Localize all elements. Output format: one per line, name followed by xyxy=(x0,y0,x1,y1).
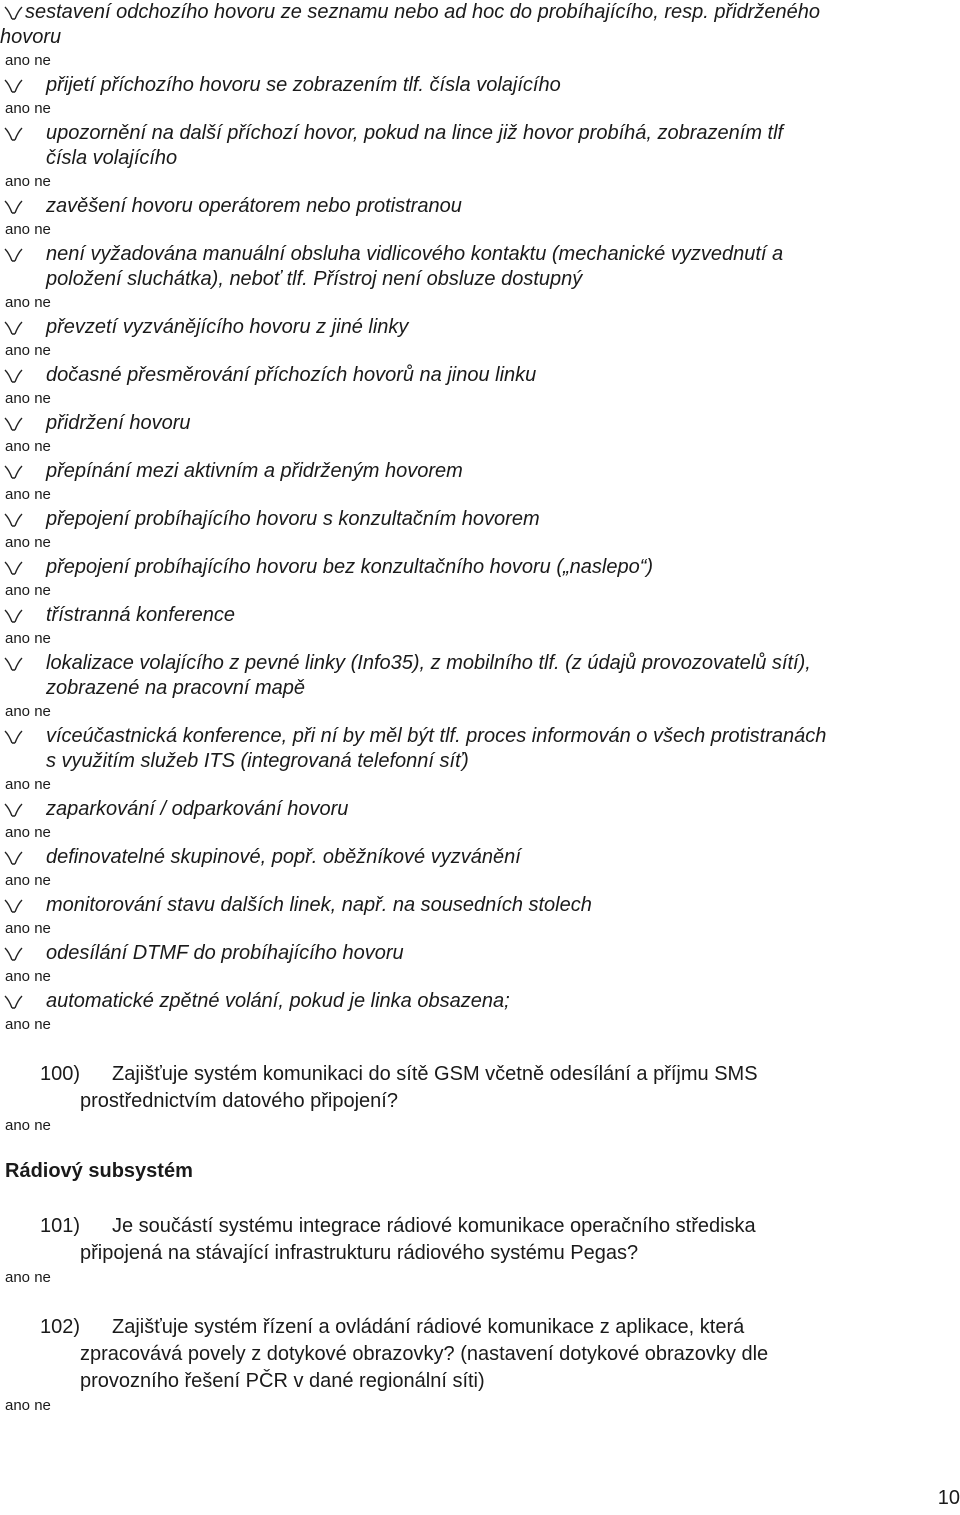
answer-options[interactable]: ano ne xyxy=(5,1269,51,1286)
question-text: Je součástí systému integrace rádiové komunikace operačního střediska xyxy=(112,1215,756,1237)
checkbox-bullet-icon xyxy=(3,199,25,215)
feature-text xyxy=(0,797,960,822)
feature-text xyxy=(0,315,960,340)
answer-options[interactable]: ano ne xyxy=(5,100,51,117)
answer-options[interactable]: ano ne xyxy=(5,703,51,720)
checkbox-bullet-icon xyxy=(3,320,25,336)
feature-text-line: lokalizace volajícího z pevné linky (Info35), z mobilního tlf. (z údajů provozovatelů sítí), xyxy=(46,652,811,674)
feature-item xyxy=(0,459,960,505)
checkbox-bullet-icon xyxy=(3,994,25,1010)
feature-text-line: převzetí vyzvánějícího hovoru z jiné linky xyxy=(46,316,409,338)
checkbox-bullet-icon xyxy=(3,656,25,672)
checkbox-bullet-icon xyxy=(3,78,25,94)
question-text: Zajišťuje systém komunikaci do sítě GSM včetně odesílání a příjmu SMS xyxy=(112,1063,758,1085)
checkbox-bullet-icon xyxy=(3,560,25,576)
checkbox-bullet-icon xyxy=(3,946,25,962)
checkbox-bullet-icon xyxy=(3,247,25,263)
checkbox-bullet[interactable] xyxy=(0,315,46,340)
answer-options[interactable]: ano ne xyxy=(5,52,51,69)
answer-options[interactable]: ano ne xyxy=(5,920,51,937)
answer-options[interactable]: ano ne xyxy=(5,173,51,190)
section-title: Rádiový subsystém xyxy=(5,1160,193,1182)
checkbox-bullet[interactable] xyxy=(0,555,46,580)
checkbox-bullet[interactable] xyxy=(0,363,46,388)
feature-text-line: upozornění na další příchozí hovor, pokud na lince již hovor probíhá, zobrazením tlf xyxy=(46,122,784,144)
answer-options[interactable]: ano ne xyxy=(5,582,51,599)
checkbox-bullet[interactable] xyxy=(0,242,46,267)
feature-text-line: není vyžadována manuální obsluha vidlicového kontaktu (mechanické vyzvednutí a xyxy=(46,243,784,265)
checkbox-bullet[interactable] xyxy=(0,797,46,822)
feature-text xyxy=(0,121,960,171)
question-text-continued: zpracovává povely z dotykové obrazovky? (nastavení dotykové obrazovky dle xyxy=(80,1343,769,1365)
checkbox-bullet[interactable] xyxy=(0,411,46,436)
feature-text xyxy=(0,555,960,580)
question-text: Zajišťuje systém řízení a ovládání rádiové komunikace z aplikace, která xyxy=(112,1316,745,1338)
answer-options[interactable]: ano ne xyxy=(5,221,51,238)
checkbox-bullet[interactable] xyxy=(0,989,46,1014)
checkbox-bullet-icon xyxy=(3,608,25,624)
answer-options[interactable]: ano ne xyxy=(5,438,51,455)
feature-item xyxy=(0,194,960,240)
feature-text xyxy=(0,363,960,388)
feature-item xyxy=(0,845,960,891)
feature-text-line: přepojení probíhajícího hovoru s konzultačním hovorem xyxy=(46,508,540,530)
feature-text xyxy=(0,845,960,870)
answer-options[interactable]: ano ne xyxy=(5,1016,51,1033)
feature-text xyxy=(0,603,960,628)
feature-item xyxy=(0,555,960,601)
feature-text-line: čísla volajícího xyxy=(46,147,178,169)
checkbox-bullet-icon xyxy=(3,898,25,914)
answer-options[interactable]: ano ne xyxy=(5,872,51,889)
answer-options[interactable]: ano ne xyxy=(5,534,51,551)
feature-text-line: přijetí příchozího hovoru se zobrazením tlf. čísla volajícího xyxy=(46,74,561,96)
feature-item xyxy=(0,363,960,409)
feature-text-line: zavěšení hovoru operátorem nebo protistranou xyxy=(46,195,462,217)
question-text-continued: provozního řešení PČR v dané regionální síti) xyxy=(80,1370,485,1392)
feature-text-line: automatické zpětné volání, pokud je linka obsazena; xyxy=(46,990,510,1012)
feature-text-line: s využitím služeb ITS (integrovaná telefonní síť) xyxy=(46,750,469,772)
answer-options[interactable]: ano ne xyxy=(5,776,51,793)
feature-item xyxy=(0,603,960,649)
checkbox-bullet-icon xyxy=(3,850,25,866)
checkbox-bullet-icon xyxy=(3,512,25,528)
question-100 xyxy=(0,1061,960,1136)
checkbox-bullet[interactable] xyxy=(0,73,46,98)
checkbox-bullet-icon xyxy=(3,729,25,745)
checkbox-bullet-icon xyxy=(3,416,25,432)
feature-text-line: přepojení probíhajícího hovoru bez konzultačního hovoru („naslepo“) xyxy=(46,556,654,578)
feature-item xyxy=(0,73,960,119)
checkbox-bullet-icon xyxy=(3,5,25,21)
checkbox-bullet[interactable] xyxy=(0,507,46,532)
feature-text-line: přepínání mezi aktivním a přidrženým hovorem xyxy=(46,460,463,482)
feature-text-line: dočasné přesměrování příchozích hovorů na jinou linku xyxy=(46,364,537,386)
feature-item xyxy=(0,989,960,1035)
feature-text-line: třístranná konference xyxy=(46,604,235,626)
answer-options[interactable]: ano ne xyxy=(5,342,51,359)
question-number: 101) xyxy=(40,1215,81,1237)
feature-text xyxy=(0,411,960,436)
feature-text-line: definovatelné skupinové, popř. oběžníkové vyzvánění xyxy=(46,846,521,868)
feature-item xyxy=(0,893,960,939)
checkbox-bullet[interactable] xyxy=(0,459,46,484)
answer-options[interactable]: ano ne xyxy=(5,968,51,985)
feature-item xyxy=(0,315,960,361)
answer-options[interactable]: ano ne xyxy=(5,630,51,647)
feature-text-line: sestavení odchozího hovoru ze seznamu nebo ad hoc do probíhajícího, resp. přidrženého xyxy=(25,1,820,23)
page-number: 10 xyxy=(937,1487,960,1509)
checkbox-bullet[interactable] xyxy=(0,893,46,918)
checkbox-bullet[interactable] xyxy=(0,603,46,628)
feature-text xyxy=(0,459,960,484)
feature-text xyxy=(0,893,960,918)
checkbox-bullet[interactable] xyxy=(0,0,25,25)
checkbox-bullet[interactable] xyxy=(0,121,46,146)
checkbox-bullet-icon xyxy=(3,368,25,384)
answer-options[interactable]: ano ne xyxy=(5,390,51,407)
checkbox-bullet[interactable] xyxy=(0,194,46,219)
question-number: 102) xyxy=(40,1316,81,1338)
feature-item xyxy=(0,651,960,722)
feature-text xyxy=(0,0,960,50)
question-text-continued: prostřednictvím datového připojení? xyxy=(80,1090,398,1112)
checkbox-bullet-icon xyxy=(3,802,25,818)
checkbox-bullet[interactable] xyxy=(0,724,46,749)
feature-text xyxy=(0,941,960,966)
feature-text-line: položení sluchátka), neboť tlf. Přístroj není obsluze dostupný xyxy=(46,268,583,290)
feature-text-line: hovoru xyxy=(0,26,62,48)
answer-options[interactable]: ano ne xyxy=(5,486,51,503)
question-102 xyxy=(0,1314,960,1416)
answer-options[interactable]: ano ne xyxy=(5,1117,51,1134)
question-text-continued: připojená na stávající infrastrukturu rádiového systému Pegas? xyxy=(80,1242,639,1264)
answer-options[interactable]: ano ne xyxy=(5,1397,51,1414)
answer-options[interactable]: ano ne xyxy=(5,824,51,841)
feature-text xyxy=(0,724,960,774)
feature-text xyxy=(0,73,960,98)
checkbox-bullet-icon xyxy=(3,464,25,480)
feature-item xyxy=(0,242,960,313)
checkbox-bullet-icon xyxy=(3,126,25,142)
feature-item xyxy=(0,121,960,192)
checkbox-bullet[interactable] xyxy=(0,845,46,870)
feature-item xyxy=(0,797,960,843)
feature-item xyxy=(0,0,960,71)
feature-text-line: zobrazené na pracovní mapě xyxy=(46,677,306,699)
feature-text xyxy=(0,242,960,292)
question-101 xyxy=(0,1213,960,1288)
checkbox-bullet[interactable] xyxy=(0,651,46,676)
feature-text xyxy=(0,194,960,219)
question-number: 100) xyxy=(40,1063,81,1085)
feature-item xyxy=(0,507,960,553)
feature-text xyxy=(0,507,960,532)
feature-item xyxy=(0,724,960,795)
feature-text-line: zaparkování / odparkování hovoru xyxy=(46,798,349,820)
feature-text-line: odesílání DTMF do probíhajícího hovoru xyxy=(46,942,404,964)
feature-item xyxy=(0,941,960,987)
feature-text-line: monitorování stavu dalších linek, např. na sousedních stolech xyxy=(46,894,592,916)
feature-item xyxy=(0,411,960,457)
checkbox-bullet[interactable] xyxy=(0,941,46,966)
feature-text-line: víceúčastnická konference, při ní by měl být tlf. proces informován o všech protistranách xyxy=(46,725,827,747)
feature-text xyxy=(0,651,960,701)
feature-text-line: přidržení hovoru xyxy=(46,412,191,434)
feature-text xyxy=(0,989,960,1014)
answer-options[interactable]: ano ne xyxy=(5,294,51,311)
